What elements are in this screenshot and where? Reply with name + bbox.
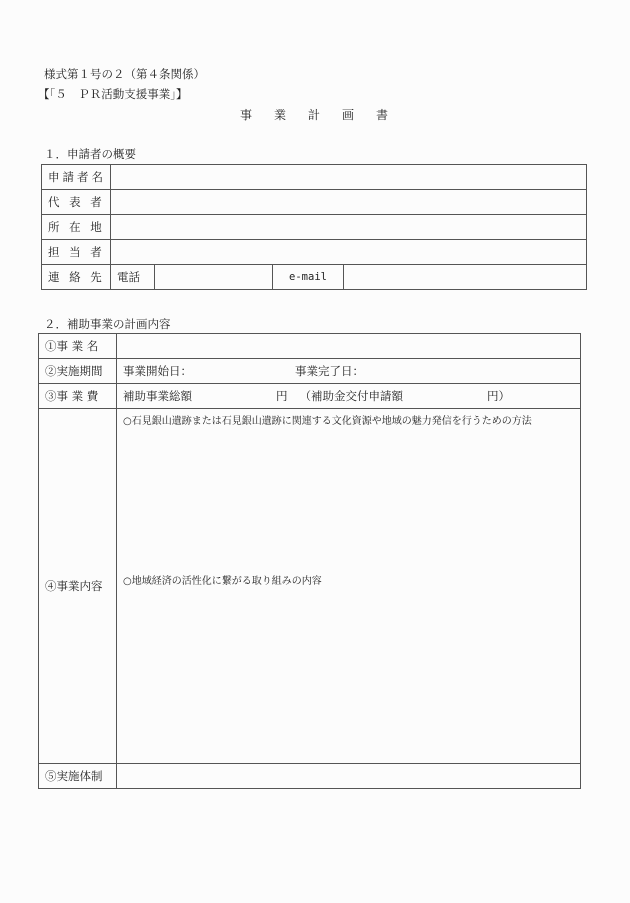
plan-table — [38, 333, 581, 789]
contact-person-field[interactable] — [111, 240, 587, 265]
table-row — [39, 764, 581, 789]
requested-amount-label: （補助金交付申請額 — [299, 389, 403, 403]
table-row — [42, 240, 587, 265]
contact-label: 連 絡 先 — [42, 265, 111, 290]
cost-cell[interactable] — [117, 384, 581, 409]
applicant-name-label: 申請者名 — [42, 165, 111, 190]
content-label: ④事業内容 — [39, 409, 117, 764]
representative-field[interactable] — [111, 190, 587, 215]
period-cell[interactable] — [117, 359, 581, 384]
content-field[interactable] — [117, 409, 581, 764]
yen-unit: 円 — [276, 389, 288, 403]
phone-field[interactable] — [155, 265, 273, 290]
table-row — [39, 384, 581, 409]
cost-label: ③事 業 費 — [39, 384, 117, 409]
email-field[interactable] — [344, 265, 587, 290]
applicant-name-field[interactable] — [111, 165, 587, 190]
form-number: 様式第１号の２（第４条関係） — [44, 67, 205, 81]
applicant-table — [41, 164, 587, 290]
table-row — [42, 265, 587, 290]
start-date-label: 事業開始日： — [123, 364, 192, 378]
contact-person-label: 担 当 者 — [42, 240, 111, 265]
project-name-field[interactable] — [117, 334, 581, 359]
table-row — [42, 215, 587, 240]
table-row — [39, 334, 581, 359]
table-row — [39, 409, 581, 764]
section2-heading: ２．補助事業の計画内容 — [44, 317, 171, 331]
address-label: 所 在 地 — [42, 215, 111, 240]
period-label: ②実施期間 — [39, 359, 117, 384]
representative-label: 代 表 者 — [42, 190, 111, 215]
yen-unit: 円） — [487, 389, 510, 403]
section1-heading: １．申請者の概要 — [44, 147, 136, 161]
project-name-label: ①事 業 名 — [39, 334, 117, 359]
table-row — [39, 359, 581, 384]
content-item-promotion: ○石見銀山遺跡または石見銀山遺跡に関連する文化資源や地域の魅力発信を行うための方法 — [123, 416, 532, 427]
table-row — [42, 165, 587, 190]
table-row — [42, 190, 587, 215]
category-label: 【「５ ＰＲ活動支援事業」】 — [38, 87, 188, 101]
address-field[interactable] — [111, 215, 587, 240]
content-item-economy: ○地域経済の活性化に繋がる取り組みの内容 — [123, 576, 322, 587]
structure-label: ⑤実施体制 — [39, 764, 117, 789]
structure-field[interactable] — [117, 764, 581, 789]
total-amount-label: 補助事業総額 — [123, 389, 192, 403]
end-date-label: 事業完了日： — [295, 364, 364, 378]
phone-label: 電話 — [111, 265, 155, 290]
document-title: 事業計画書 — [240, 108, 411, 122]
email-label: e-mail — [273, 265, 344, 290]
